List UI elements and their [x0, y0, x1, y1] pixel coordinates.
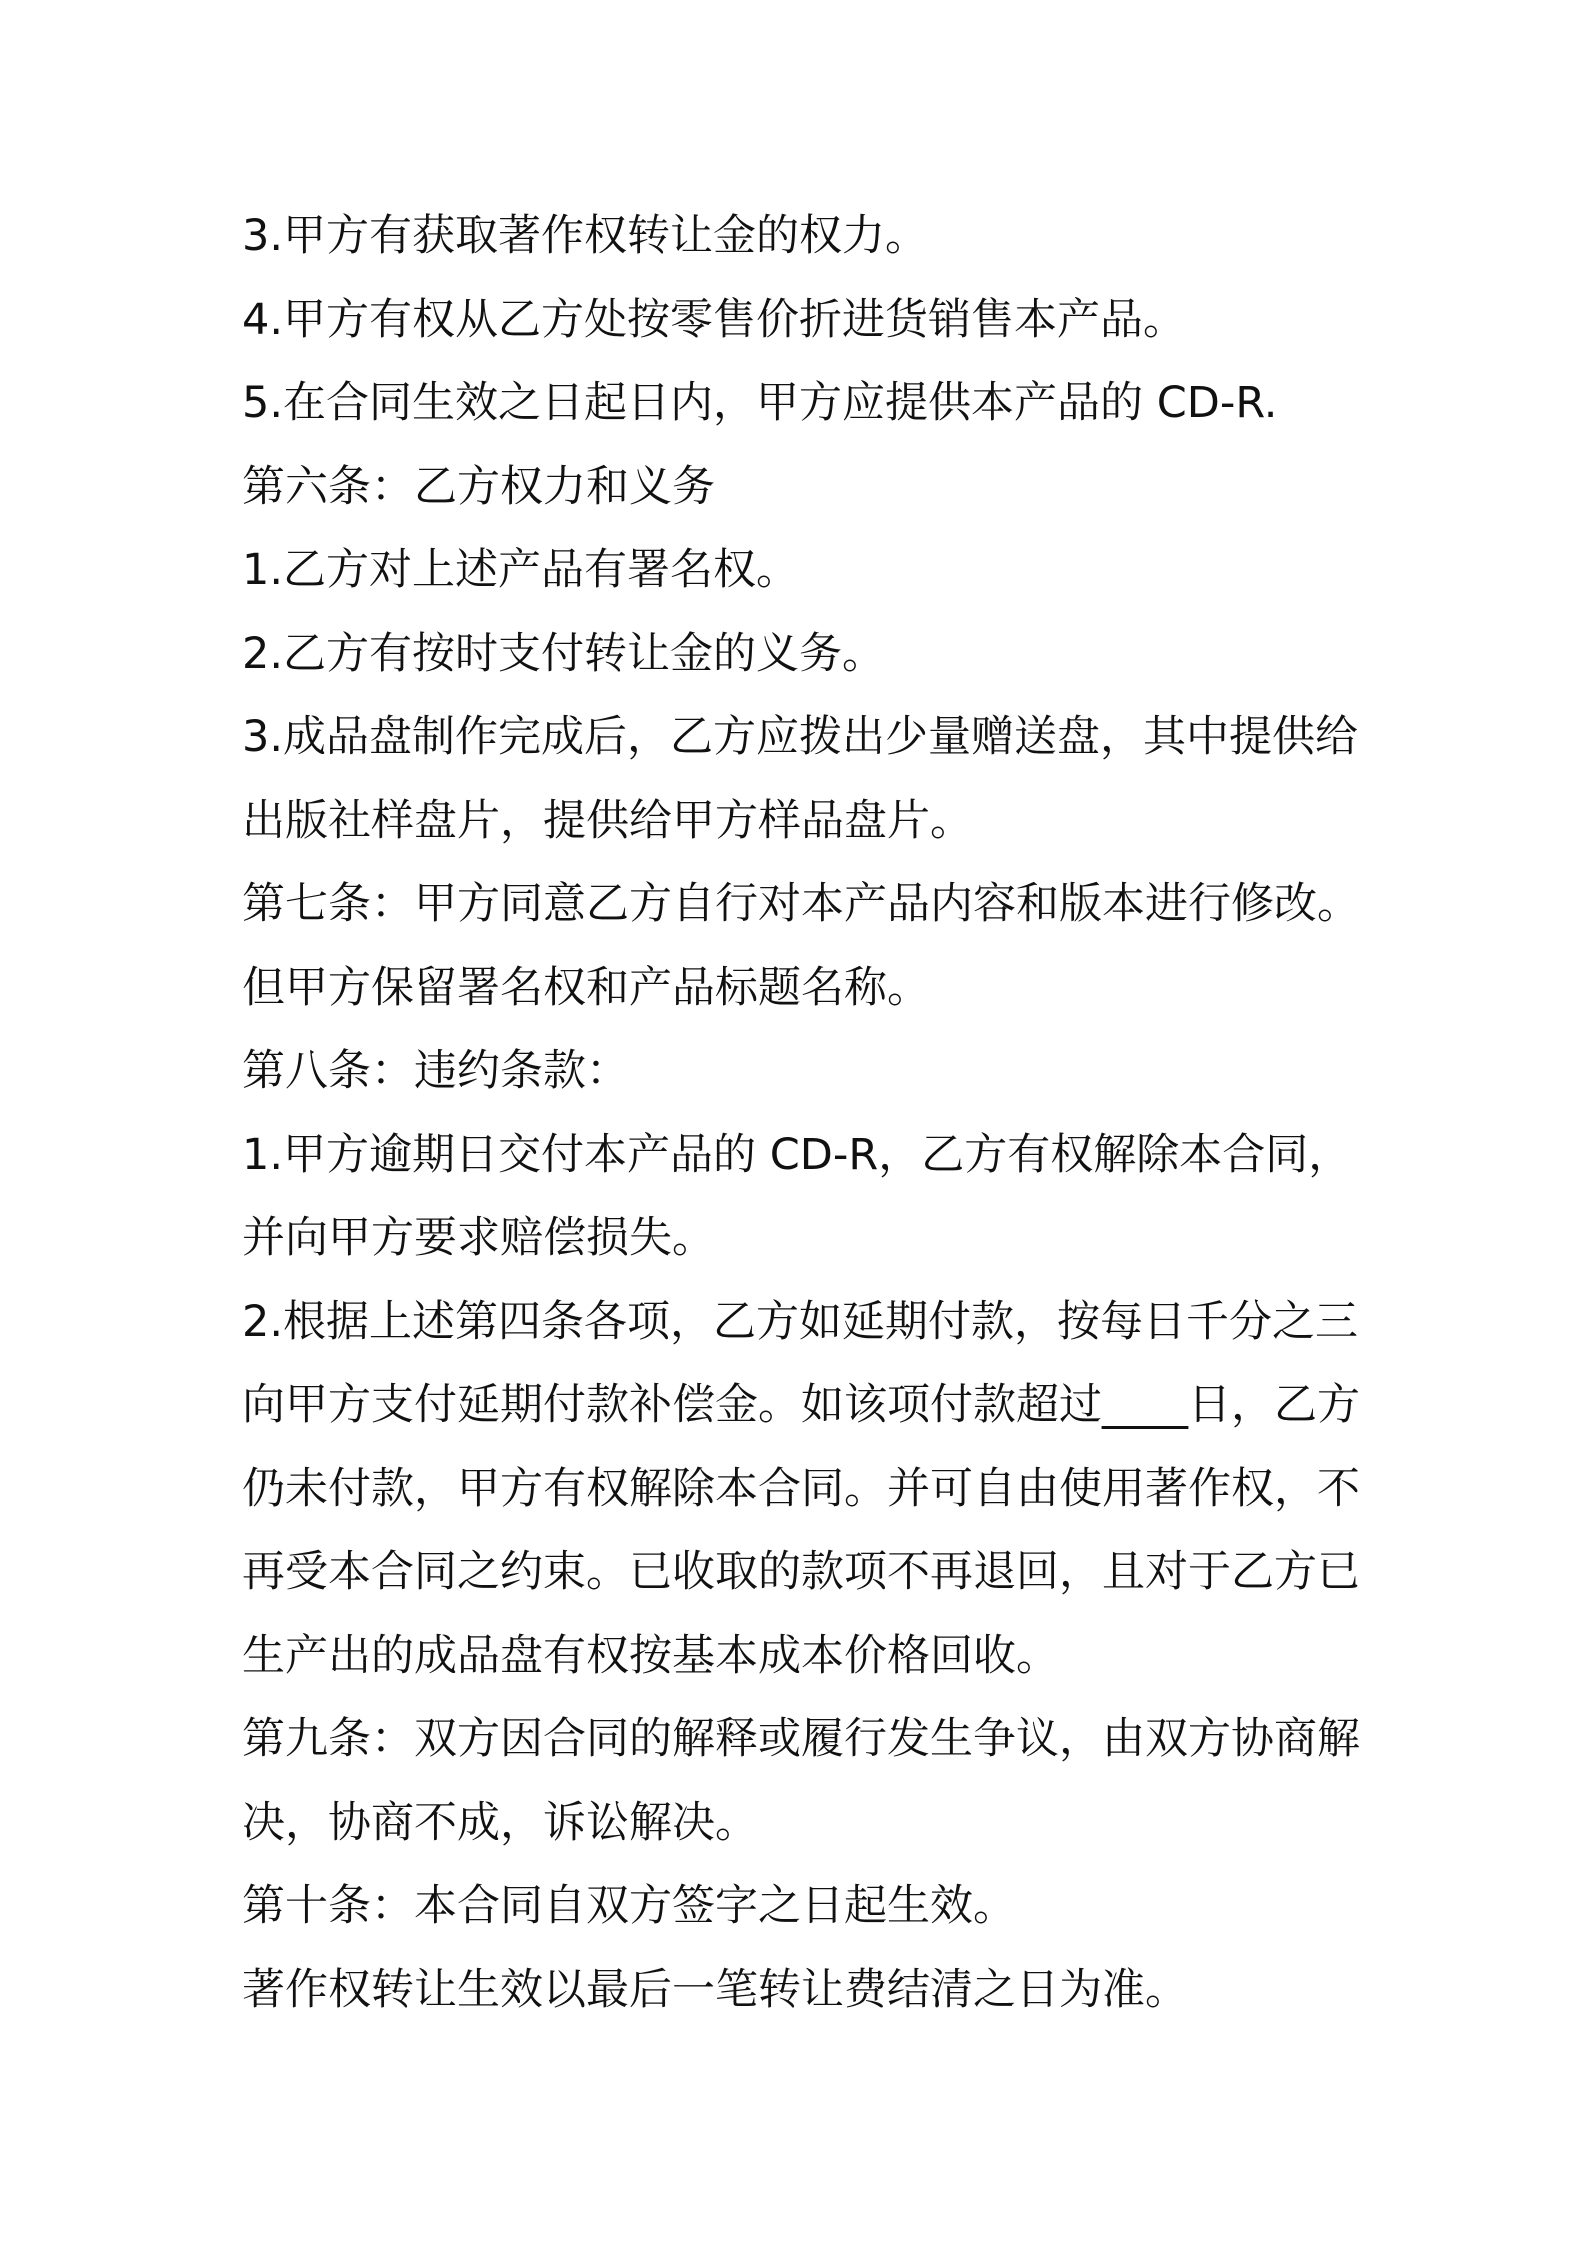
- contract-text: [242, 195, 1362, 2032]
- text-line: 1.乙方对上述产品有署名权。: [242, 545, 800, 595]
- text-line: 1.甲方逾期日交付本产品的 CD-R，乙方有权解除本合同，: [242, 1129, 1352, 1180]
- text-line: 3.成品盘制作完成后，乙方应拨出少量赠送盘，其中提供给: [242, 712, 1359, 762]
- text-line: 并向甲方要求赔偿损失。: [242, 1213, 715, 1263]
- text-line: 4.甲方有权从乙方处按零售价折进货销售本产品。: [242, 294, 1187, 345]
- text-line: 生产出的成品盘有权按基本成本价格回收。: [242, 1630, 1059, 1681]
- text-line: 但甲方保留署名权和产品标题名称。: [242, 962, 930, 1013]
- section-heading: 第八条：违约条款：: [242, 1046, 629, 1096]
- text-line: 再受本合同之约束。已收取的款项不再退回，且对于乙方已: [242, 1547, 1360, 1597]
- text-line: 2.乙方有按时支付转让金的义务。: [242, 628, 886, 679]
- section-heading: 第十条：本合同自双方签字之日起生效。: [242, 1881, 1016, 1931]
- section-heading: 第九条：双方因合同的解释或履行发生争议，由双方协商解: [242, 1714, 1360, 1764]
- text-line: 3.甲方有获取著作权转让金的权力。: [242, 211, 929, 261]
- text-line: 向甲方支付延期付款补偿金。如该项付款超过____日，乙方: [242, 1380, 1360, 1430]
- section-heading: 第六条：乙方权力和义务: [242, 461, 715, 512]
- text-line: 出版社样盘片，提供给甲方样品盘片。: [242, 795, 973, 846]
- text-line: 仍未付款，甲方有权解除本合同。并可自由使用著作权，不: [242, 1463, 1360, 1514]
- text-line: 5.在合同生效之日起日内，甲方应提供本产品的 CD-R.: [242, 378, 1278, 428]
- text-line: 2.根据上述第四条各项，乙方如延期付款，按每日千分之三: [242, 1296, 1359, 1347]
- section-heading: 第七条：甲方同意乙方自行对本产品内容和版本进行修改。: [242, 879, 1360, 929]
- text-line: 决，协商不成，诉讼解决。: [242, 1797, 758, 1848]
- text-line: 著作权转让生效以最后一笔转让费结清之日为准。: [242, 1964, 1188, 2015]
